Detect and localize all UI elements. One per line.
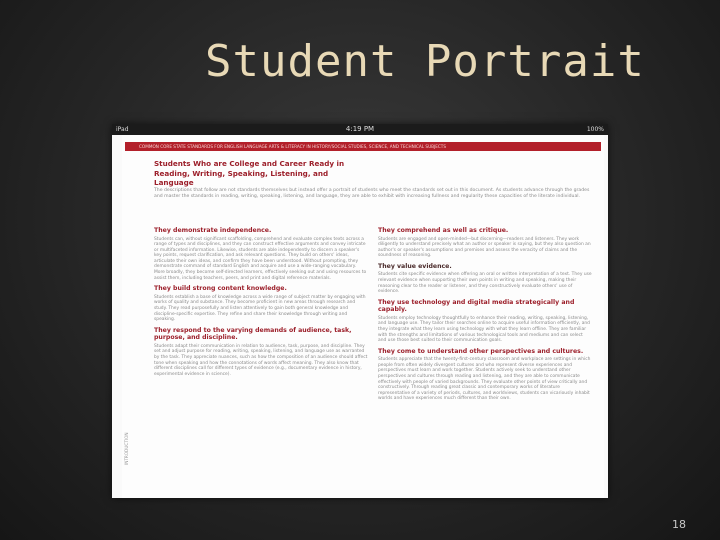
- section-text: Students adapt their communication in relation to audience, task, purpose, and discipline. They set and adjust purpose for reading, writing, speaking, listening, and language use as warranted by the task. They appreciate nuances, such as how the composition of an audience should affect tone when speaking and how the connotations of words affect meaning. They also know that different disciplines call for different types of evidence (e.g., documentary evidence in history, experimental evidence in science).: [154, 343, 368, 377]
- document-page: [122, 135, 604, 498]
- section-text: Students appreciate that the twenty-first-century classroom and workplace are settings in which people from often widely divergent cultures and who represent diverse experiences and perspectives must learn and work together. Students actively seek to understand other perspectives and cultures through reading and listening, and they are able to communicate effectively with people of varied backgrounds. They evaluate other points of view critically and constructively. Through reading great classic and contemporary works of literature representative of a variety of periods, cultures, and worldviews, students can vicariously inhabit worlds and have experiences much different than their own.: [378, 357, 591, 402]
- intro-paragraph: The descriptions that follow are not standards themselves but instead offer a portrait of students who meet the standards set out in this document. As students advance through the grades and master the standards in reading, writing, speaking, listening, and language, they are able to exhibit with increasing fullness and regularity these capacities of the literate individual.: [154, 188, 590, 200]
- section-title: They respond to the varying demands of audience, task, purpose, and discipline.: [154, 326, 352, 342]
- header-banner: COMMON CORE STATE STANDARDS FOR ENGLISH LANGUAGE ARTS & LITERACY IN HISTORY/SOCIAL STUDIES, SCIENCE, AND TECHNICAL SUBJECTS: [125, 142, 601, 151]
- left-column: [154, 223, 368, 380]
- slide-title: Student Portrait: [205, 36, 645, 87]
- carrier-label: iPad: [116, 126, 129, 133]
- status-time: 4:19 PM: [345, 125, 375, 133]
- side-section-label: INTRODUCTION: [124, 432, 129, 465]
- section-text: Students employ technology thoughtfully to enhance their reading, writing, speaking, listening, and language use. They tailor their searches online to acquire useful information efficiently, and they integrate what they learn using technology with what they learn offline. They are familiar with the strengths and limitations of various technological tools and mediums and can select and use those best suited to their communication goals.: [378, 315, 590, 344]
- ipad-screenshot: [112, 124, 608, 498]
- section-title: They comprehend as well as critique.: [378, 227, 509, 234]
- section-text: Students are engaged and open-minded—but discerning—readers and listeners. They work diligently to understand precisely what an author or speaker is saying, but they also question an author's or speaker's assumptions and premises and assess the veracity of claims and the soundness of reasoning.: [378, 236, 591, 259]
- section-title: They build strong content knowledge.: [154, 285, 287, 293]
- section-text: Students establish a base of knowledge across a wide range of subject matter by engaging with works of quality and substance. They become proficient in new areas through research and study. They read purposefully and listen attentively to gain both general knowledge and discipline-specific expertise. They refine and share their knowledge through writing and speaking.: [154, 294, 366, 323]
- document-heading: Students Who are College and Career Ready in Reading, Writing, Speaking, Listening, and Language: [154, 159, 345, 187]
- battery-level: 100%: [586, 126, 604, 133]
- right-column: [378, 223, 592, 405]
- section-text: Students cite specific evidence when offering an oral or written interpretation of a text. They use relevant evidence when supporting their own points in writing and speaking, making their reasoning clear to the reader or listener, and they constructively evaluate others' use of evidence.: [378, 272, 592, 295]
- ipad-status-bar: [112, 124, 608, 135]
- section-title: They use technology and digital media strategically and capably.: [378, 298, 575, 314]
- slide-page-number: 18: [672, 518, 686, 531]
- section-title: They come to understand other perspectives and cultures.: [378, 347, 584, 355]
- section-title: They value evidence.: [378, 262, 452, 270]
- section-title: They demonstrate independence.: [154, 227, 272, 234]
- section-text: Students can, without significant scaffolding, comprehend and evaluate complex texts across a range of types and disciplines, and they can construct effective arguments and convey intricate or multifaceted information. Likewise, students are able independently to discern a speaker's key points, request clarification, and ask relevant questions. They build on others' ideas, articulate their own ideas, and confirm they have been understood. Without prompting, they demonstrate command of standard English and acquire and use a wide-ranging vocabulary. More broadly, they become self-directed learners, effectively seeking out and using resources to assist them, including teachers, peers, and print and digital reference materials.: [154, 236, 367, 281]
